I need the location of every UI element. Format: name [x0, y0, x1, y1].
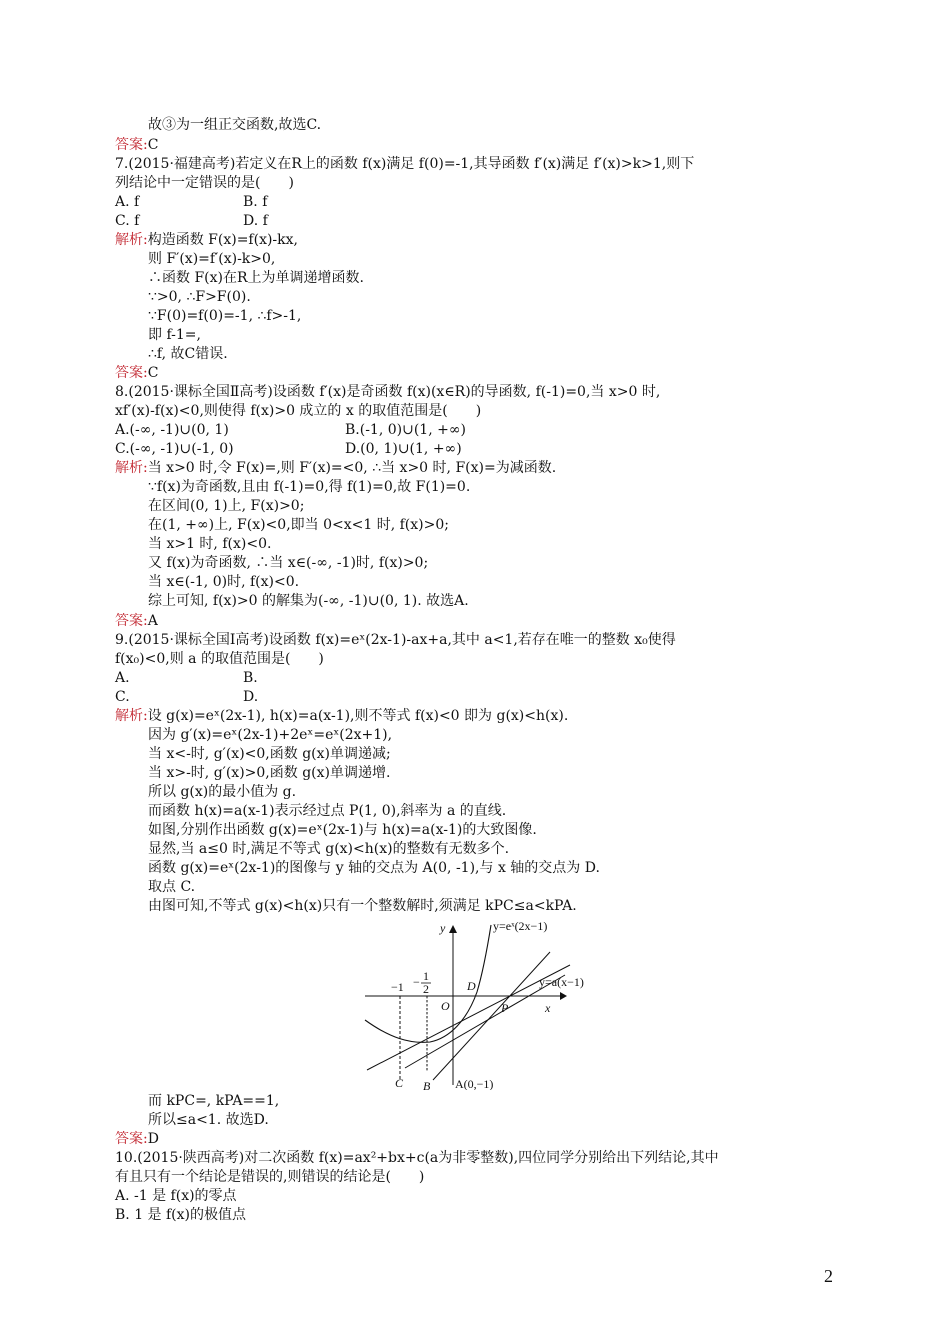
text-line	[115, 212, 139, 230]
text-line	[148, 783, 296, 801]
tick-half-den: 2	[423, 982, 429, 996]
text-line	[148, 1092, 279, 1110]
text-line	[115, 440, 234, 458]
line-text: 取点 C.	[148, 879, 196, 895]
line-text: ∵f(x)为奇函数,且由 f(-1)=0,得 f(1)=0,故 F(1)=0.	[148, 479, 471, 495]
text-line	[148, 840, 509, 858]
line-text: 构造函数 F(x)=f(x)-kx,	[147, 232, 298, 248]
y-axis-arrow	[449, 925, 457, 933]
text-line	[148, 859, 600, 877]
label-C: C	[395, 1076, 404, 1090]
line-text: 9.(2015·课标全国Ⅰ高考)设函数 f(x)=eˣ(2x-1)-ax+a,其中 a<1,若存在唯一的整数 x₀使得	[115, 632, 676, 648]
text-line	[115, 631, 676, 649]
line-text: 7.(2015·福建高考)若定义在R上的函数 f(x)满足 f(0)=-1,其导函数 f′(x)满足 f′(x)>k>1,则下	[115, 156, 695, 172]
label-D: D	[467, 979, 476, 993]
text-line	[148, 269, 364, 287]
label-A: A(0,−1)	[455, 1077, 494, 1090]
line-text: 当 x>0 时,令 F(x)=,则 F′(x)=<0, ∴当 x>0 时, F(x)=为减函数.	[147, 460, 557, 476]
line-text: 列结论中一定错误的是( )	[115, 175, 294, 191]
label-y: y	[440, 921, 446, 935]
line-text: 则 F′(x)=f′(x)-k>0,	[148, 251, 276, 267]
line-text: 即 f-1=,	[148, 327, 201, 343]
x-axis-arrow	[560, 992, 567, 1000]
text-line	[115, 383, 660, 401]
text-line	[115, 421, 229, 439]
label-x: x	[545, 1001, 551, 1015]
text-line	[148, 307, 301, 325]
text-line	[148, 478, 470, 496]
tick-neg1: −1	[391, 980, 404, 994]
line-text: 所以≤a<1. 故选D.	[148, 1112, 269, 1128]
text-line	[115, 650, 324, 668]
text-line	[115, 402, 481, 420]
line-text: 故③为一组正交函数,故选C.	[148, 117, 322, 133]
line-text: 如图,分别作出函数 g(x)=eˣ(2x-1)与 h(x)=a(x-1)的大致图像.	[148, 822, 537, 838]
text-line	[148, 726, 392, 744]
text-line	[148, 592, 469, 610]
option-item: B.	[243, 670, 258, 686]
section-label: 解析:	[115, 232, 148, 248]
text-line	[148, 554, 428, 572]
text-line	[148, 764, 390, 782]
text-line	[115, 707, 568, 725]
section-label: 答案:	[115, 1131, 148, 1147]
line-text: 8.(2015·课标全国Ⅱ高考)设函数 f′(x)是奇函数 f(x)(x∈R)的导函数, f(-1)=0,当 x>0 时,	[115, 384, 661, 400]
label-curve: y=eˣ(2x−1)	[493, 920, 548, 933]
text-line	[115, 1168, 424, 1186]
line-text: A. f	[115, 194, 140, 210]
text-line	[148, 116, 321, 134]
text-line	[148, 345, 228, 363]
line-text: 而 kPC=, kPA==1,	[148, 1093, 280, 1109]
page-number: 2	[824, 1266, 833, 1286]
section-label: 答案:	[115, 613, 148, 629]
line-text: f(x₀)<0,则 a 的取值范围是( )	[115, 651, 324, 667]
line-text: 有且只有一个结论是错误的,则错误的结论是( )	[115, 1169, 425, 1185]
line-text: A.(-∞, -1)∪(0, 1)	[115, 422, 229, 438]
option-item: D.(0, 1)∪(1, +∞)	[345, 441, 462, 457]
line-text: A. -1 是 f(x)的零点	[115, 1188, 237, 1204]
line-text: 又 f(x)为奇函数, ∴当 x∈(-∞, -1)时, f(x)>0;	[148, 555, 429, 571]
tick-half-num: 1	[423, 969, 429, 983]
text-line	[148, 497, 304, 515]
line-text: 当 x<-时, g′(x)<0,函数 g(x)单调递减;	[148, 746, 391, 762]
text-line	[148, 516, 449, 534]
line-text: 因为 g′(x)=eˣ(2x-1)+2eˣ=eˣ(2x+1),	[148, 727, 393, 743]
text-line	[115, 669, 130, 687]
line-text: ∴f, 故C错误.	[148, 346, 228, 362]
text-line	[148, 1111, 269, 1129]
line-text: 当 x>1 时, f(x)<0.	[148, 536, 272, 552]
option-item: B. f	[243, 194, 268, 210]
line-PA	[433, 952, 550, 1080]
line-text: ∵>0, ∴F>F(0).	[148, 289, 251, 305]
text-line	[115, 174, 294, 192]
line-text: ∵F(0)=f(0)=-1, ∴f>-1,	[148, 308, 302, 324]
text-line	[148, 535, 271, 553]
line-text: xf′(x)-f(x)<0,则使得 f(x)>0 成立的 x 的取值范围是( )	[115, 403, 482, 419]
line-text: C. f	[115, 213, 140, 229]
line-text: 而函数 h(x)=a(x-1)表示经过点 P(1, 0),斜率为 a 的直线.	[148, 803, 507, 819]
text-line	[148, 821, 537, 839]
text-line	[148, 288, 251, 306]
line-text: A	[147, 613, 158, 629]
text-line	[148, 878, 195, 896]
section-label: 解析:	[115, 708, 148, 724]
line-text: D	[147, 1131, 159, 1147]
text-line	[115, 459, 556, 477]
option-item: D.	[243, 689, 259, 705]
option-item: D. f	[243, 213, 268, 229]
text-line	[148, 250, 275, 268]
text-line	[115, 1206, 246, 1224]
line-text: 综上可知, f(x)>0 的解集为(-∞, -1)∪(0, 1). 故选A.	[148, 593, 469, 609]
label-B: B	[423, 1079, 431, 1090]
line-text: ∴函数 F(x)在R上为单调递增函数.	[148, 270, 364, 286]
tick-half-sign: −	[413, 975, 420, 989]
line-text: B. 1 是 f(x)的极值点	[115, 1207, 246, 1223]
text-line	[148, 802, 506, 820]
line-text: 设 g(x)=eˣ(2x-1), h(x)=a(x-1),则不等式 f(x)<0 即为 g(x)<h(x).	[147, 708, 569, 724]
line-text: 函数 g(x)=eˣ(2x-1)的图像与 y 轴的交点为 A(0, -1),与 x 轴的交点为 D.	[148, 860, 600, 876]
section-label: 答案:	[115, 365, 148, 381]
line-text: 在区间(0, 1)上, F(x)>0;	[148, 498, 305, 514]
label-origin: O	[441, 999, 450, 1013]
text-line	[115, 231, 298, 249]
text-line	[115, 193, 139, 211]
text-line	[115, 364, 158, 382]
graph-figure	[355, 920, 585, 1090]
line-text: 由图可知,不等式 g(x)<h(x)只有一个整数解时,须满足 kPC≤a<kPA.	[148, 898, 577, 914]
line-text: 所以 g(x)的最小值为 g.	[148, 784, 297, 800]
section-label: 答案:	[115, 137, 148, 153]
text-line	[148, 897, 577, 915]
section-label: 解析:	[115, 460, 148, 476]
text-line	[148, 745, 391, 763]
text-line	[115, 612, 158, 630]
option-item: B.(-1, 0)∪(1, +∞)	[345, 422, 466, 438]
label-line: y=a(x−1)	[539, 975, 584, 989]
text-line	[115, 1130, 159, 1148]
line-text: C.(-∞, -1)∪(-1, 0)	[115, 441, 234, 457]
line-text: C	[147, 137, 159, 153]
text-line	[115, 136, 158, 154]
label-P: P	[501, 1001, 509, 1015]
line-text: 当 x∈(-1, 0)时, f(x)<0.	[148, 574, 300, 590]
line-text: A.	[115, 670, 130, 686]
text-line	[148, 573, 299, 591]
line-text: 显然,当 a≤0 时,满足不等式 g(x)<h(x)的整数有无数多个.	[148, 841, 510, 857]
line-text: 在(1, +∞)上, F(x)<0,即当 0<x<1 时, f(x)>0;	[148, 517, 449, 533]
text-line	[115, 1187, 237, 1205]
text-line	[148, 326, 201, 344]
line-text: C.	[115, 689, 130, 705]
text-line	[115, 155, 694, 173]
text-line	[115, 688, 130, 706]
text-line	[115, 1149, 719, 1167]
line-text: 10.(2015·陕西高考)对二次函数 f(x)=ax²+bx+c(a为非零整数),四位同学分别给出下列结论,其中	[115, 1150, 719, 1166]
line-text: 当 x>-时, g′(x)>0,函数 g(x)单调递增.	[148, 765, 391, 781]
line-text: C	[147, 365, 159, 381]
